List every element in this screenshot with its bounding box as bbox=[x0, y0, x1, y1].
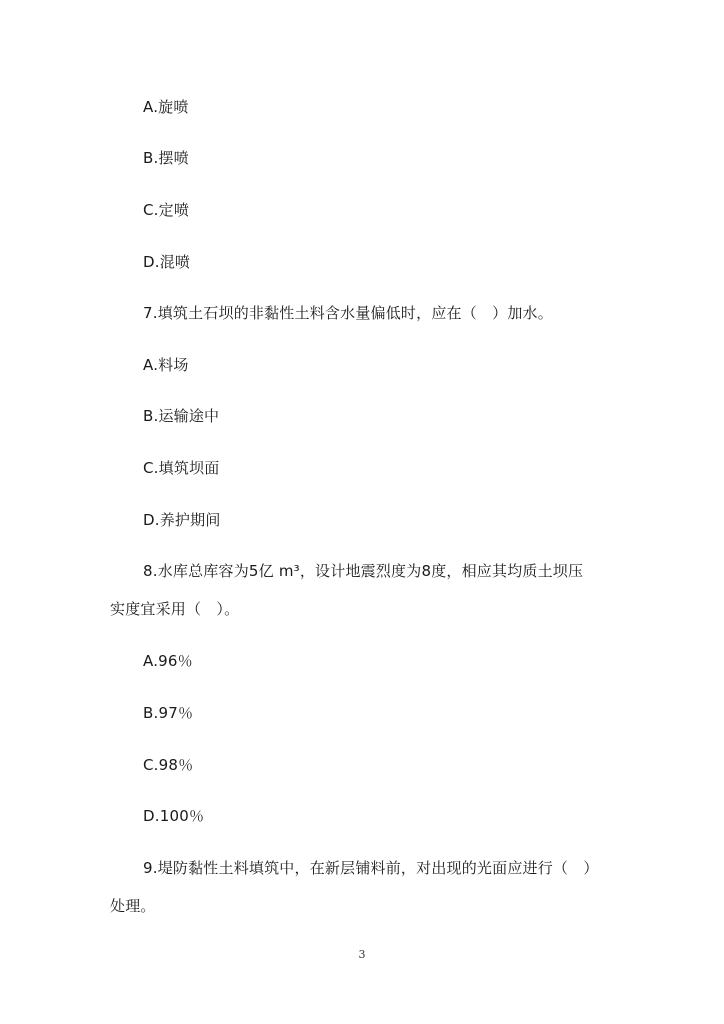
page-number: 3 bbox=[358, 948, 366, 961]
q8-option-a: A.96％ bbox=[143, 652, 193, 670]
q8-option-c: C.98％ bbox=[143, 756, 194, 774]
q8-question-line-1: 8.水库总库容为5亿 m³，设计地震烈度为8度，相应其均质土坝压 bbox=[143, 562, 584, 580]
q6-option-a: A.旋喷 bbox=[143, 98, 189, 116]
q8-option-d: D.100％ bbox=[143, 807, 205, 825]
q7-question: 7.填筑土石坝的非黏性土料含水量偏低时，应在（ ）加水。 bbox=[143, 304, 553, 322]
q6-option-b: B.摆喷 bbox=[143, 149, 189, 167]
q8-option-b: B.97％ bbox=[143, 704, 194, 722]
q6-option-d: D.混喷 bbox=[143, 253, 191, 271]
q7-option-d: D.养护期间 bbox=[143, 511, 221, 529]
q7-option-c: C.填筑坝面 bbox=[143, 459, 220, 477]
q9-question-line-2: 处理。 bbox=[110, 897, 156, 915]
q8-question-line-2: 实度宜采用（ ）。 bbox=[110, 600, 240, 618]
q7-option-a: A.料场 bbox=[143, 356, 189, 374]
q7-option-b: B.运输途中 bbox=[143, 407, 220, 425]
q9-question-line-1: 9.堤防黏性土料填筑中，在新层铺料前，对出现的光面应进行（ ） bbox=[143, 859, 599, 877]
q6-option-c: C.定喷 bbox=[143, 201, 190, 219]
